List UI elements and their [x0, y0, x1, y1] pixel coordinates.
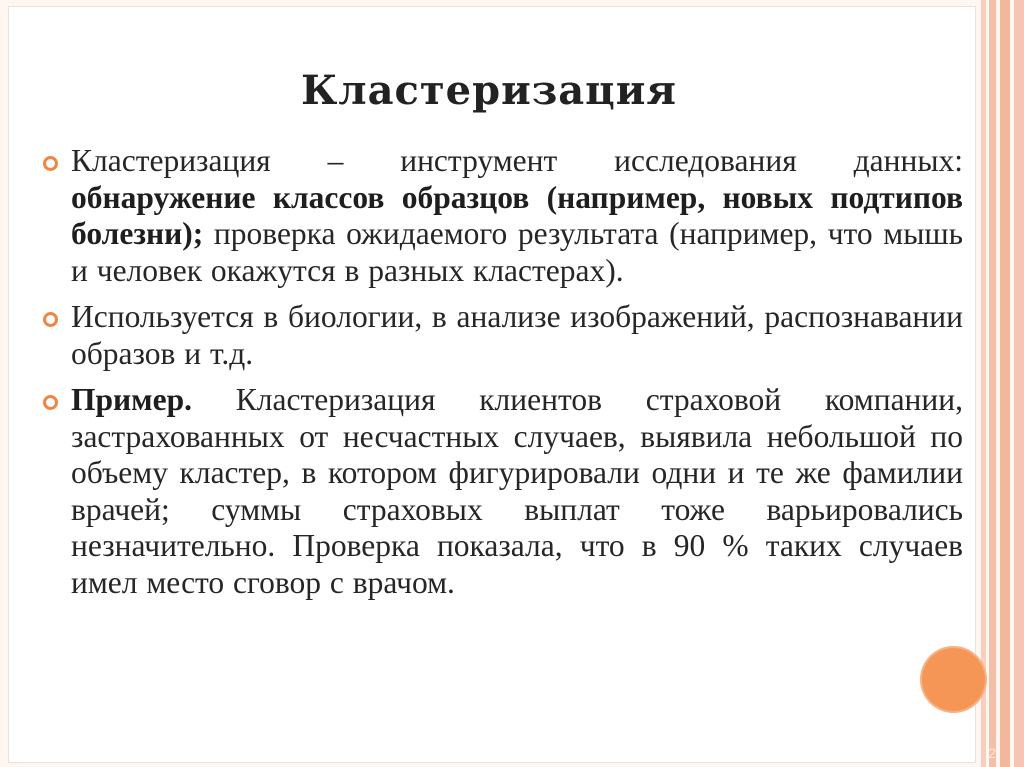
bullet-item	[43, 299, 963, 372]
stripe	[981, 0, 986, 767]
page-number: 2	[988, 745, 996, 761]
bullet-text	[71, 382, 963, 601]
orange-circle-icon	[922, 648, 985, 711]
bullet-text	[71, 299, 963, 372]
bullet-text-part: Кластеризация клиентов страховой компании, застрахованных от несчастных случаев, выявила небольшой по объему кластер, в котором фигурировали одни и те же фамилии врачей; суммы страховых выплат тоже варьировались незначительно. Проверка показала, что в 90 % таких случаев имел место сговор с врачом.	[71, 382, 963, 600]
bullet-text-part: Используется в биологии, в анализе изображений, распознавании образов и т.д.	[71, 299, 963, 371]
ring-bullet-icon	[43, 312, 58, 327]
bullet-text-part: Кластеризация – инструмент исследования данных:	[71, 143, 963, 178]
bullet-item	[43, 382, 963, 601]
stripe	[989, 0, 996, 767]
ring-bullet-icon	[43, 156, 58, 171]
bullet-text-bold: обнаружение классов образцов (например, новых подтипов болезни);	[71, 179, 963, 251]
decorative-stripes	[974, 0, 1024, 767]
bullet-text	[71, 143, 963, 289]
stripe	[1014, 0, 1024, 767]
stripe	[1000, 0, 1010, 767]
bullet-list	[43, 143, 963, 611]
ring-bullet-icon	[43, 395, 58, 410]
slide-canvas	[8, 6, 976, 763]
bullet-item	[43, 143, 963, 289]
slide-title: Кластеризация	[301, 67, 677, 114]
bullet-text-bold: Пример.	[71, 382, 193, 417]
bullet-text-part: проверка ожидаемого результата (например, что мышь и человек окажутся в разных кластерах).	[71, 216, 963, 288]
